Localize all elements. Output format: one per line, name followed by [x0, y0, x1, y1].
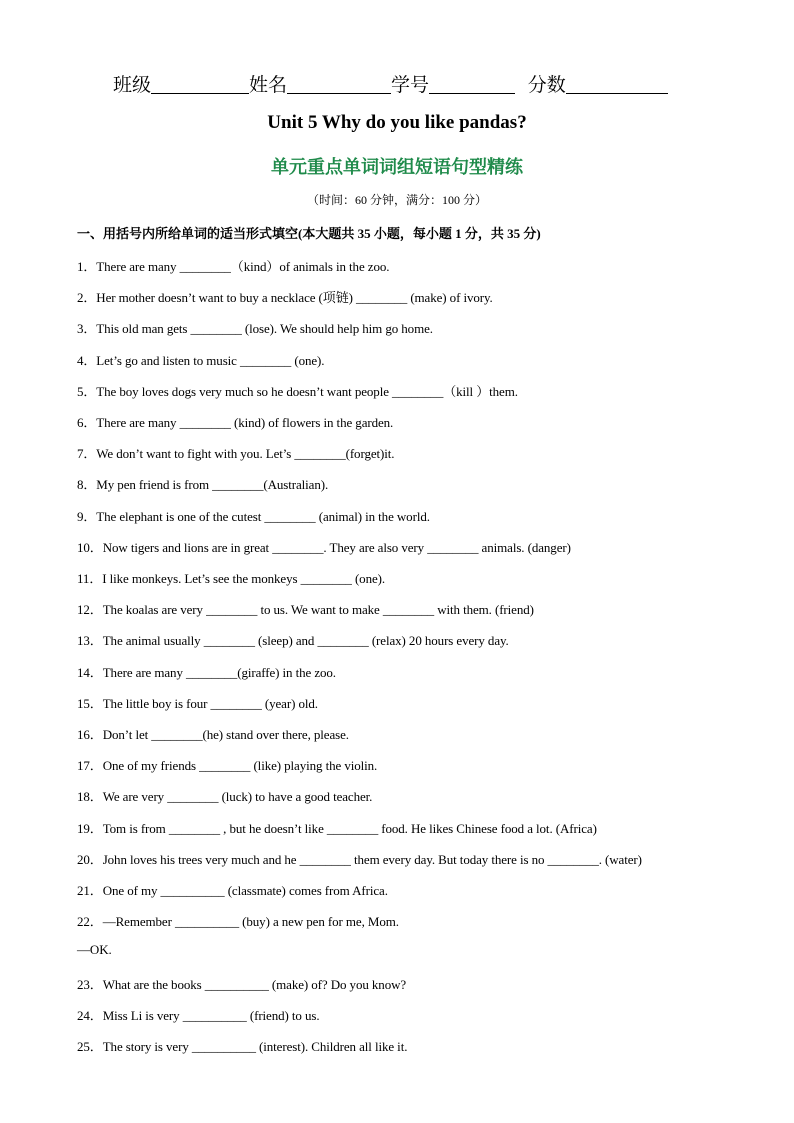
question-item: 3．This old man gets ________ (lose). We should help him go home.: [77, 321, 433, 336]
question-item: 1．There are many ________（kind）of animals in the zoo.: [77, 259, 390, 274]
question-item: 4．Let’s go and listen to music ________ (one).: [77, 353, 325, 368]
question-item: 20．John loves his trees very much and he ________ them every day. But today there is no ________. (water): [77, 852, 642, 867]
page-subtitle: 单元重点单词词组短语句型精练: [271, 157, 523, 178]
question-item: 24．Miss Li is very __________ (friend) to us.: [77, 1008, 320, 1023]
question-item: 18．We are very ________ (luck) to have a good teacher.: [77, 789, 373, 804]
question-item: 2．Her mother doesn’t want to buy a necklace (项链) ________ (make) of ivory.: [77, 290, 493, 305]
score-blank[interactable]: [566, 74, 668, 94]
question-item: 5．The boy loves dogs very much so he doesn’t want people ________（kill ）them.: [77, 384, 518, 399]
question-item: 9．The elephant is one of the cutest ________ (animal) in the world.: [77, 509, 430, 524]
student-info-line: [113, 70, 668, 97]
class-label: 班级: [113, 75, 152, 96]
section-title: 一、用括号内所给单词的适当形式填空(本大题共 35 小题，每小题 1 分，共 35 分): [77, 226, 541, 241]
class-blank[interactable]: [151, 74, 249, 94]
question-item: 17．One of my friends ________ (like) playing the violin.: [77, 758, 378, 773]
question-item: 13．The animal usually ________ (sleep) and ________ (relax) 20 hours every day.: [77, 633, 509, 648]
question-item: 22．—Remember __________ (buy) a new pen for me, Mom.: [77, 914, 399, 929]
question-item: 8．My pen friend is from ________(Australian).: [77, 477, 329, 492]
score-label: 分数: [527, 75, 566, 96]
question-item: 6．There are many ________ (kind) of flowers in the garden.: [77, 415, 394, 430]
question-item: 12．The koalas are very ________ to us. We want to make ________ with them. (friend): [77, 602, 534, 617]
question-item: 7．We don’t want to fight with you. Let’s ________(forget)it.: [77, 446, 395, 461]
exam-meta: （时间：60 分钟，满分：100 分）: [306, 193, 487, 207]
question-item: 19．Tom is from ________ , but he doesn’t like ________ food. He likes Chinese food a lot. (Africa): [77, 821, 597, 836]
question-item: 14．There are many ________(giraffe) in the zoo.: [77, 665, 336, 680]
question-item: 16．Don’t let ________(he) stand over there, please.: [77, 727, 349, 742]
page-title: Unit 5 Why do you like pandas?: [267, 112, 527, 133]
question-item: 11．I like monkeys. Let’s see the monkeys ________ (one).: [77, 571, 386, 586]
question-item: 25．The story is very __________ (interest). Children all like it.: [77, 1039, 408, 1054]
question-item: 10．Now tigers and lions are in great ________. They are also very ________ animals. (danger): [77, 540, 571, 555]
question-item: 15．The little boy is four ________ (year) old.: [77, 696, 318, 711]
question-item: 21．One of my __________ (classmate) comes from Africa.: [77, 883, 388, 898]
question-item: 23．What are the books __________ (make) of? Do you know?: [77, 977, 407, 992]
name-label: 姓名: [249, 75, 288, 96]
id-blank[interactable]: [429, 74, 515, 94]
answer-line: —OK.: [77, 942, 112, 957]
name-blank[interactable]: [287, 74, 391, 94]
id-label: 学号: [391, 75, 430, 96]
